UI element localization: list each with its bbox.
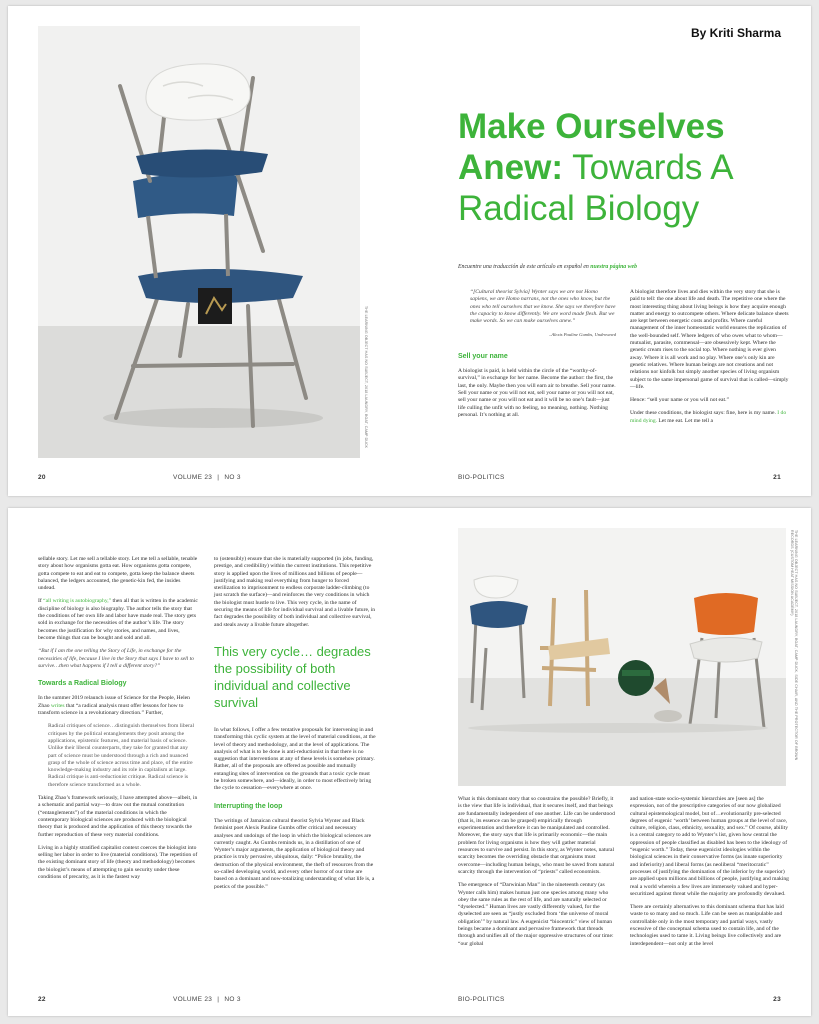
spread-pages-22-23: [8, 508, 811, 1016]
page-number-left: 20: [38, 474, 46, 481]
section-heading-radical-biology: Towards a Radical Biology: [38, 680, 127, 688]
section-heading-sell-your-name: Sell your name: [458, 352, 508, 360]
body-paragraph: Living in a highly stratified capitalist context coerces the biologist into selling her labor in order to live (material conditions). The repetition of the existing dominant story of life (theory and methodology) becomes the biologist’s means of attempting to gain security under these conditions of precarity, as it is the fastest way: [38, 844, 198, 880]
inline-link[interactable]: writes: [50, 702, 65, 709]
inline-link[interactable]: “all writing is autobiography,”: [43, 598, 112, 605]
page23-column-1: [458, 796, 618, 954]
pull-question: “But if I am the one telling the Story of Life, in exchange for the necessities of life, because I live in the Story that says I have to sell to survive…then what happens if I tell a different story?”: [38, 648, 194, 669]
page-number-left: 22: [38, 996, 46, 1003]
body-paragraph: The writings of Jamaican cultural theorist Sylvia Wynter and Black feminist poet Alexis Pauline Gumbs offer critical and necessary analyses and undoings of the loop in which the biological sciences are currently caught. As Gumbs reminds us, in a distillation of one of Wynter’s major arguments, the application of biological theory and practice is truly pervasive, ubiquitous, daily: “Police brutality, the destruction of the physical environment, the theft of resources from the so-called developing world, and every other horror of our time are based on a dominant and now-totalizing understanding of what life is, a poetics of the possible.”: [214, 817, 375, 890]
page23-column-2: [630, 796, 790, 954]
page22-column-2: [214, 556, 376, 897]
body-paragraph: [630, 410, 790, 425]
spanish-translation-link[interactable]: nuestra página web: [590, 264, 637, 270]
body-paragraph: [38, 598, 198, 642]
body-paragraph: The emergence of “Darwinian Man” in the nineteenth century (as Wynter calls him) makes human just one species among many who obey the same rules as the rest of life, and are naturally selected or “dyselected.” Human lives are vastly differently valued, for the dyselected are seen as “justly excluded from ‘the universe of moral obligation’” by natural law. A eugenicist “biocentric” view of human beings became a dominant and pervasive framework that threads through and unifies all of the major oppressive structures of our time: “our global: [458, 882, 614, 947]
issue-number: NO 3: [224, 474, 241, 481]
body-paragraph: Taking Zhao’s framework seriously, I have attempted above—albeit, in a schematic and partial way—to draw out the mutual constitution (“entanglements”) of the material conditions in which the contemporary biological sciences are produced with the biological theory that is produced and the application of this theory towards the further reproduction of these very material conditions.: [38, 795, 198, 838]
title-bold: Make Ourselves Anew:: [458, 107, 725, 187]
page-number-right: 23: [773, 996, 781, 1003]
epigraph: “[Cultural theorist Sylvia] Wynter says we are not Homo sapiens, we are Homo narrans, not the ones who know, but the ones who tell ourselves that we know. She says we therefore have the capacity to know differently. We are word made flesh. But we make words. So we can make ourselves anew.”: [470, 289, 616, 325]
body-paragraph: A biologist therefore lives and dies within the very story that she is paid to tell: the one about life and death. The repetitive one where the most interesting thing about living beings is how they acquire enough matter and energy to outcompete others. Where delicate balance sheets are kept between energetic costs and profits. Where careful management of the inner homeostatic world ensures the replication of the well-bounded self. Where ledgers of who owes what to whom—mutualist, parasite, commensal—are obsessively kept. Where the genetic cream rises to the social top. Where nothing is ever given away. Where it is all work and no play. Where one’s only kin are genetic relatives. Where human beings are not creations and not relations nor kinfolk but simply another species of living organism subject to the same impersonal game of survival that is called—simply—life.: [630, 289, 789, 390]
section-heading-interrupting: Interrupting the loop: [214, 802, 283, 810]
translation-note: [458, 264, 637, 270]
chairs-installation-photo: [458, 528, 786, 786]
body-text: If: [38, 598, 42, 605]
body-paragraph: In what follows, I offer a few tentative proposals for intervening in and transforming this cyclic system at the level of material conditions, at the level of theory and methodology, and at the level of applications. The analysis of what is to be done is anti-reductionist in that there is no suggestion that interventions at any of these levels is somehow primary. Rather, all of the proposals are offered as possible and mutually entangling sites of intervention on the grounds that a toxic cycle must be broken somewhere, and—ideally, in order to most effectively bring the cycle to cessation—everywhere at once.: [214, 726, 376, 792]
stacked-chairs-image: [38, 26, 360, 458]
body-paragraph: Hence: “sell your name or you will not eat.”: [630, 397, 729, 404]
article-title: [458, 106, 758, 229]
byline: By Kriti Sharma: [690, 26, 781, 40]
translation-note-text: Encuentre una traducción de este artículo en español en: [458, 264, 589, 270]
issue-number: NO 3: [224, 996, 241, 1003]
body-text: that “a radical analysis must offer lessons for how to transform science in a revolutionary direction.” Further,: [38, 702, 184, 717]
body-paragraph: [38, 695, 198, 717]
pull-quote: This very cycle… degrades the possibility of both individual and collective survival: [214, 643, 371, 710]
body-paragraph: and nation-state socio-systemic hierarchies are [seen as] the expression, not of the prescriptive categories of our now globalized cultural epistemological model, but of…evolutionarily pre-selected degrees of eugenic ‘worth’ between human groups at the level of race, culture, religion, class, ethnicity, sexuality, and sex.” Of course, ability is a central category to add to Wynter’s list, given how central the oppression of people classified as disabled has been to the ideology of “eugenic worth.” Today, these eugenicist ideologies within the biological sciences in their conservative forms (as innate superiority and inferiority) and liberal forms (as neoliberal “meritocratic” processes of justifying the domination of the inferior by the superior) are applied upon millions and billions of people, justifying and making real a world wherein a few lives are immensely valued and hyper-securitized against threat while the majority are profoundly devalued.: [630, 796, 789, 897]
footer-section: BIO-POLITICS: [458, 996, 505, 1003]
body-paragraph: A biologist is paid, is held within the circle of the “worthy-of-survival,” in exchange for her name. Become the author: the first, the last, the only. Maybe then you will earn air to breathe. Sell your name. Sell your name or you will not eat, sell your name or you will not eat, sell your name or you will not eat and it will be no one’s fault—just life culling the unfit with no feeling, no meaning, nothing. Nothing personal. It’s nothing at all.: [458, 368, 616, 418]
title-light: Towards A Radical Biology: [458, 148, 732, 228]
body-paragraph: There are certainly alternatives to this dominant schema that has laid waste to so many and so much. Life can be seen as manipulable and controllable only in the most temporary and partial ways, vastly excessive of the conceptual schema used to contain life, and of the technologies used to tame it. Living beings live collectively and are interdependent—not only at the level: [630, 904, 784, 947]
photo-credit: THE LEARNING OBJECT HAS NO SUBJECT, 2018 LAUNDRY, BOAT, CAMP DUCK: [364, 306, 368, 449]
photo-credit: THE LEARNING OBJECT HAS NO SUBJECT, 2018 LAUNDRY, BOAT, CAMP DUCK, SIDE CHAIR, AND THE PROTECTOR OF BROWN RECORDS (CUSTOM HEAT MISSION ACADEMY): [790, 530, 798, 761]
page22-column-1: [38, 556, 198, 887]
body-text: In the summer 2019 relaunch issue of Science for the People, Helen Zhao: [38, 695, 190, 709]
footer-separator: |: [217, 474, 220, 481]
body-paragraph: sellable story. Let me sell a tellable story. Let me tell a sellable, tenable story about how organisms gotta eat. How organisms gotta compete, gotta compete to eat and eat to compete, gotta keep the balance sheets balanced, the ledgers accounted, the genetic-kin fed, the insides undead.: [38, 556, 198, 592]
sculpture-photo: [38, 26, 360, 458]
body-text: then all that is written in the academic discipline of biology is also biography. The author tells the story that the conditions of her own life and labor have made real. The story gets sold in exchange for the necessities of the author’s life. The story becomes the justification for why stories, and names, and lives, become things that can be bought and sold and all.: [38, 598, 198, 641]
body-paragraph: to (ostensibly) ensure that she is materially supported (in jobs, funding, prestige, and credibility) within the current institutions. This repetitive story is applied upon the lives of millions and billions of people—justifying and making real everything from hunger to forced sterilization to imprisonment to endless corporate ladder-climbing (to just scratch the surface)—and reinforces the very conditions in which the biologist must hustle to live. This very cycle, in the name of securing the means of life for individual survival and a livable future, in fact degrades the possibility of both individual and collective survival, and steals away a livable future altogether.: [214, 556, 376, 628]
page21-column-1: [458, 289, 616, 425]
block-quote: Radical critiques of science…distinguish themselves from liberal critiques by the political entanglements they posit among the applications, epistemic features, and material basis of science. Unlike their liberal counterparts, they take for granted that any part of science must be understood through a rich and nuanced grasp of the whole of science across time and place, of the entire knowledge-making industry and its role in capitalism at large. Radical critique is anti-reductionist critique. Radical science is therefore science transformed as a whole.: [48, 723, 195, 788]
footer-section: BIO-POLITICS: [458, 474, 505, 481]
chairs-installation-image: [458, 528, 786, 786]
inline-link[interactable]: I do mind dying.: [630, 410, 787, 424]
epigraph-attribution: –Alexis Pauline Gumbs, Undrowned: [549, 332, 616, 338]
body-text: Let me eat. Let me tell a: [658, 417, 713, 424]
volume-label: VOLUME 23: [173, 996, 213, 1003]
footer-volume: [173, 474, 241, 481]
page-number-right: 21: [773, 474, 781, 481]
spread-pages-20-21: [8, 6, 811, 496]
footer-volume: [173, 996, 241, 1003]
volume-label: VOLUME 23: [173, 474, 213, 481]
footer-separator: |: [217, 996, 220, 1003]
body-paragraph: What is this dominant story that so constrains the possible? Briefly, it is the view that life is individual, that it secures itself, and that beings are fundamentally independent of one another. Life can be understood (that is, its essence can be grasped) empirically through experimentation and therefore it can be manipulated and controlled. Moreover, the story says that life is primarily economic—the main problem for living organisms is how they will gather material resources to survive and persist. In this story, as Wynter notes, natural scarcity becomes the overriding obstacle that organisms must overcome—including human beings, who must be saved from natural scarcity through the intervention of “priests” called economists.: [458, 796, 615, 875]
body-text: Under these conditions, the biologist says: fine, here is my name.: [630, 410, 776, 417]
page21-column-2: [630, 289, 790, 431]
